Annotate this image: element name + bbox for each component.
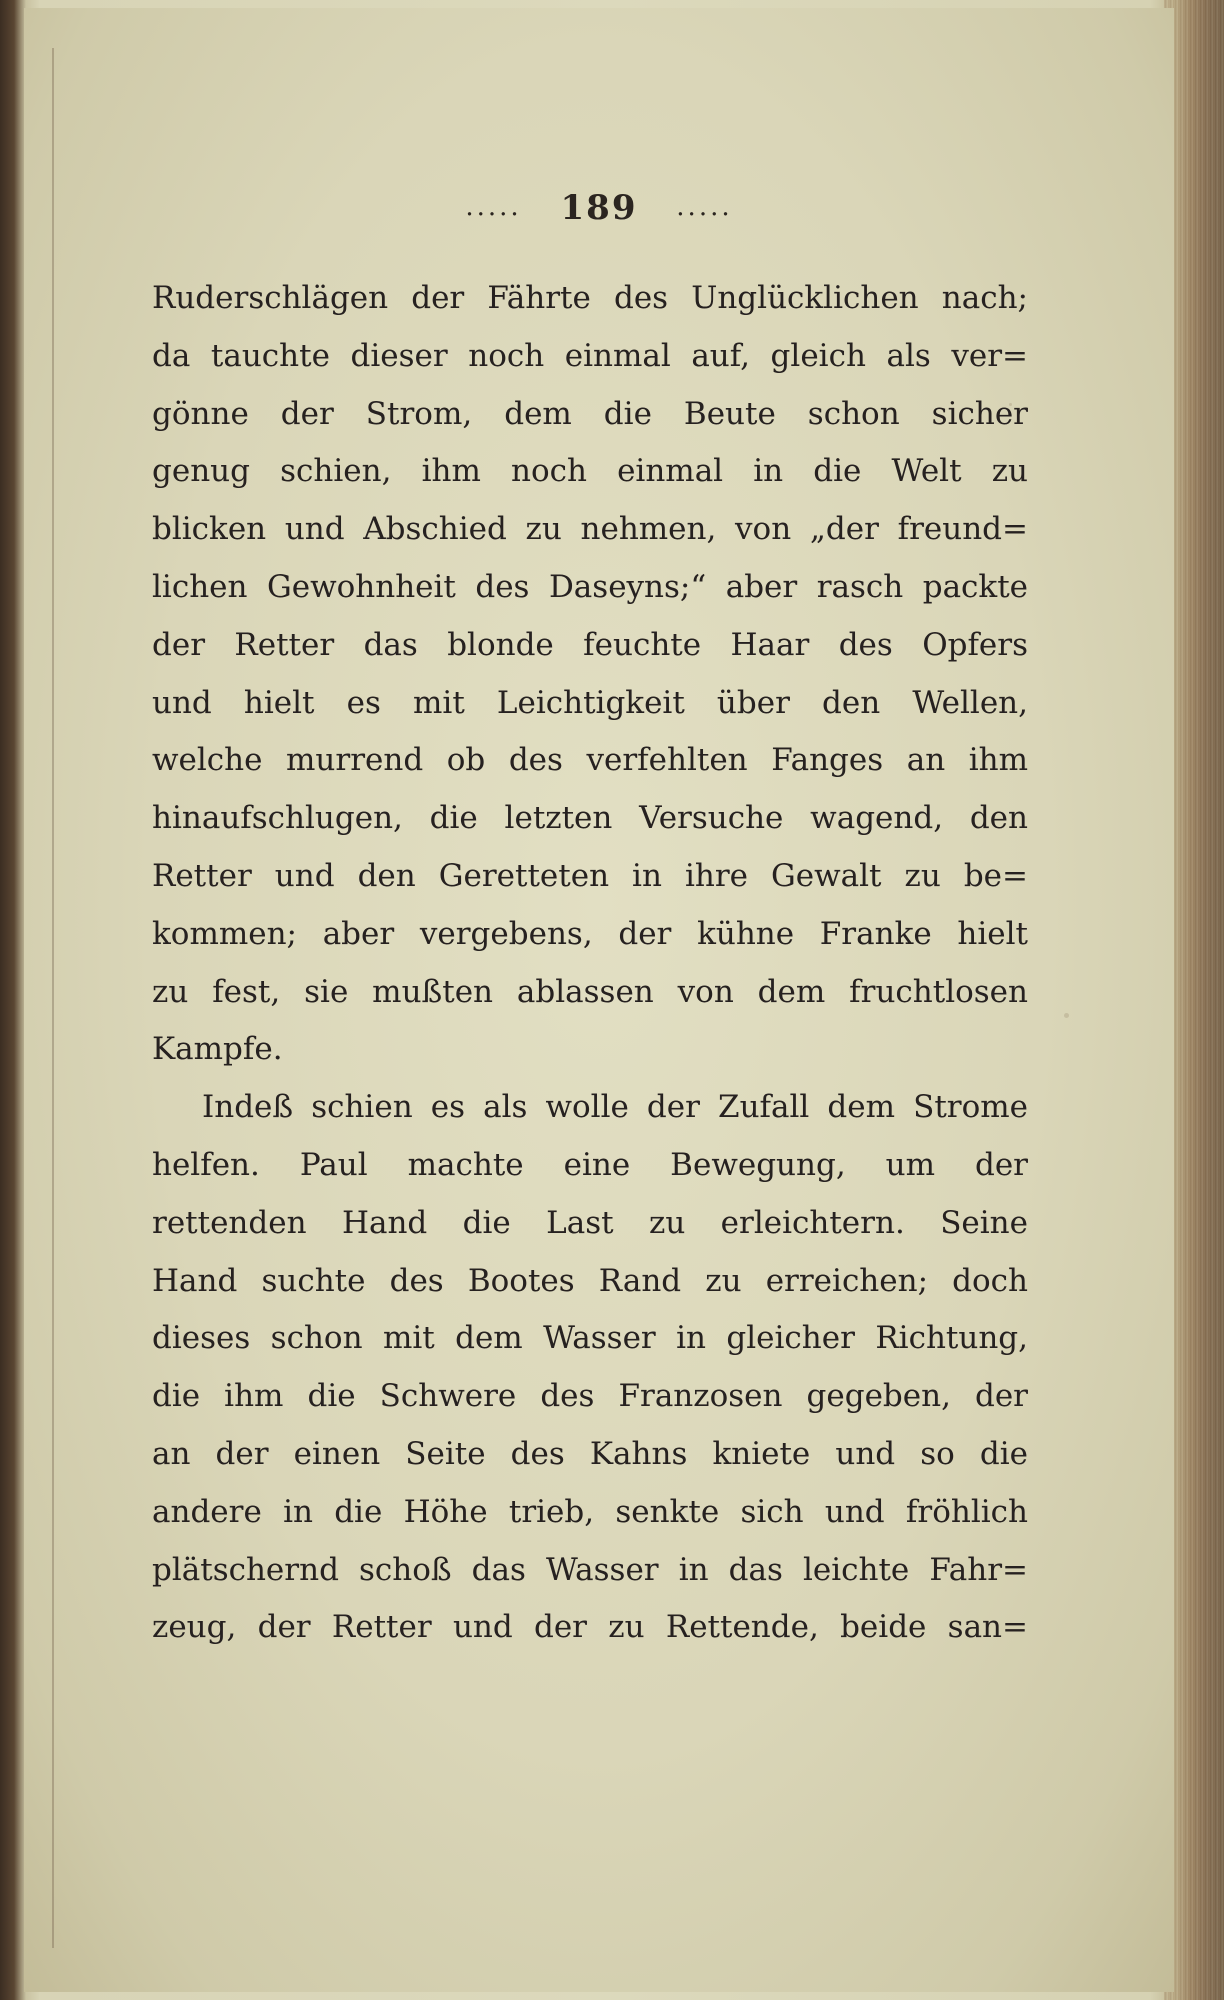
- text-line: welche murrend ob des verfehlten Fanges an ihm: [152, 742, 1028, 779]
- text-line: und hielt es mit Leichtigkeit über den Wellen,: [152, 684, 1028, 721]
- text-line: rettenden Hand die Last zu erleichtern. Seine: [152, 1204, 1028, 1241]
- text-line: an der einen Seite des Kahns kniete und so die: [152, 1435, 1028, 1472]
- leader-dots-right: .....: [676, 192, 733, 222]
- text-line: gönne der Strom, dem die Beute schon sicher: [152, 395, 1028, 432]
- text-line: dieses schon mit dem Wasser in gleicher Richtung,: [152, 1320, 1028, 1357]
- text-line: genug schien, ihm noch einmal in die Welt zu: [152, 453, 1028, 490]
- text-line: blicken und Abschied zu nehmen, von „der freund=: [152, 511, 1028, 548]
- text-line: da tauchte dieser noch einmal auf, gleich als ver=: [152, 337, 1028, 374]
- text-line: der Retter das blonde feuchte Haar des Opfers: [152, 626, 1028, 663]
- text-line: lichen Gewohnheit des Daseyns;“ aber rasch packte: [152, 568, 1028, 605]
- body-text: [152, 270, 1028, 1657]
- text-line: Retter und den Geretteten in ihre Gewalt zu be=: [152, 857, 1028, 894]
- text-line: die ihm die Schwere des Franzosen gegeben, der: [152, 1378, 1028, 1415]
- paragraph-end-line: Kampfe.: [152, 1031, 283, 1068]
- text-line: plätschernd schoß das Wasser in das leichte Fahr=: [152, 1551, 1028, 1588]
- text-line: kommen; aber vergebens, der kühne Franke hielt: [152, 915, 1028, 952]
- text-line: zeug, der Retter und der zu Rettende, beide san=: [152, 1609, 1028, 1646]
- paper-speck: [1064, 1013, 1069, 1018]
- text-line: Hand suchte des Bootes Rand zu erreichen; doch: [152, 1262, 1028, 1299]
- paragraph-start-line: Indeß schien es als wolle der Zufall dem Strome: [202, 1089, 1028, 1126]
- text-line: andere in die Höhe trieb, senkte sich und fröhlich: [152, 1493, 1028, 1530]
- text-line: helfen. Paul machte eine Bewegung, um der: [152, 1146, 1028, 1183]
- leader-dots-left: .....: [465, 192, 522, 222]
- text-line: Ruderschlägen der Fährte des Unglücklichen nach;: [152, 280, 1028, 316]
- page-sheet: [24, 8, 1174, 1992]
- text-line: hinaufschlugen, die letzten Versuche wagend, den: [152, 800, 1028, 837]
- text-line: zu fest, sie mußten ablassen von dem fruchtlosen: [152, 973, 1028, 1010]
- page-number: 189: [560, 188, 638, 228]
- spine-shadow: [52, 48, 54, 1948]
- page-header: [24, 188, 1174, 228]
